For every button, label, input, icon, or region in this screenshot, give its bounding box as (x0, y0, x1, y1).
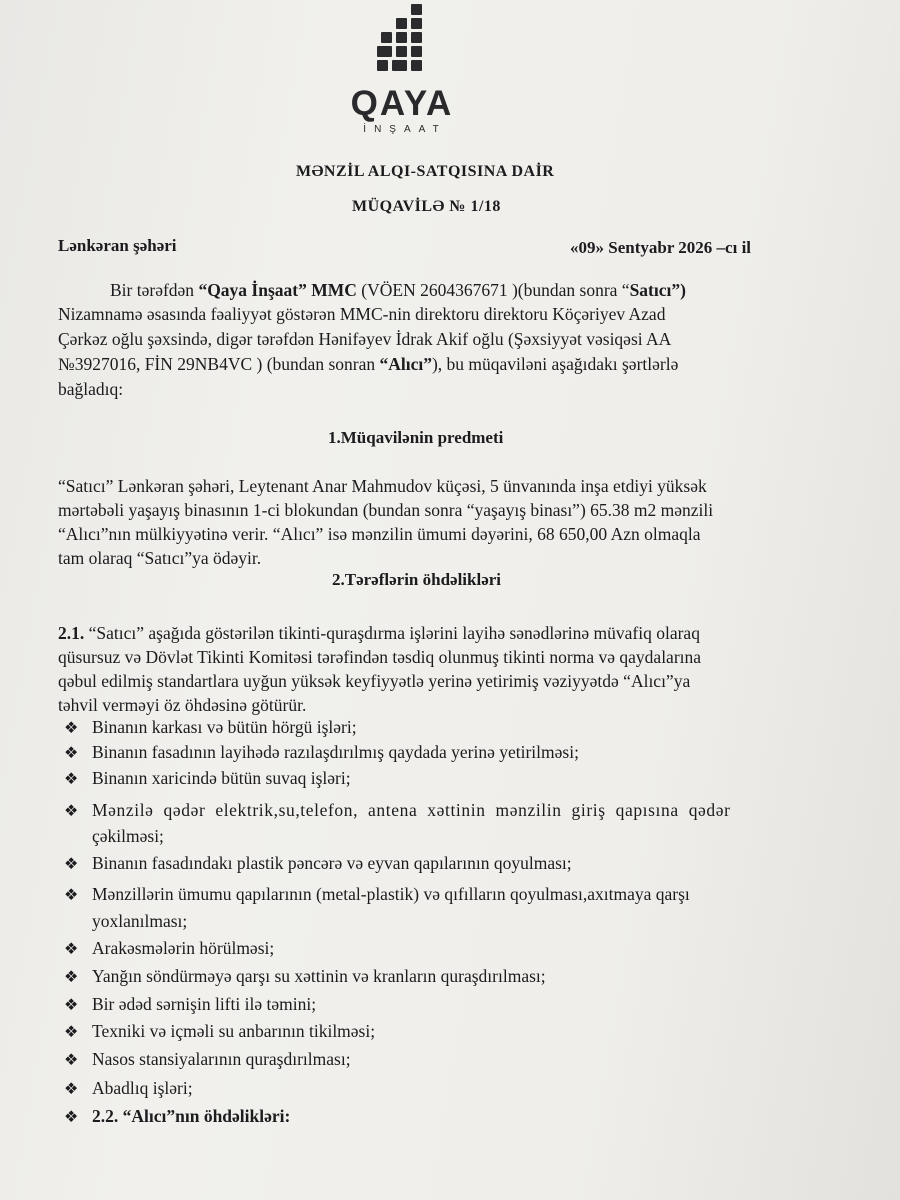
company-logo-subtitle: İNŞAAT (363, 124, 447, 135)
list-item (64, 741, 579, 764)
list-item-text: Abadlıq işləri; (92, 1078, 193, 1098)
list-item (64, 767, 351, 790)
list-item-text: Binanın xaricində bütün suvaq işləri; (92, 768, 351, 788)
list-item-continuation: çəkilməsi; (92, 826, 164, 846)
diamond-bullet-icon: ❖ (64, 1050, 79, 1069)
list-item-text: Binanın fasadının layihədə razılaşdırılmış qaydada yerinə yetirilməsi; (92, 742, 579, 762)
seller-company-name: “Qaya İnşaat” MMC (198, 280, 357, 300)
section-1-line: “Alıcı”nın mülkiyyətinə verir. “Alıcı” isə mənzilin ümumi dəyərini, 68 650,00 Azn olmaqla (58, 524, 701, 544)
list-item (64, 883, 690, 906)
clause-text: “Satıcı” aşağıda göstərilən tikinti-quraşdırma işlərini layihə sənədlərinə müvafiq olaraq (84, 623, 700, 643)
list-item-text: Binanın fasadındakı plastik pəncərə və eyvan qapılarının qoyulması; (92, 853, 572, 873)
list-item (64, 1048, 351, 1071)
section-1-heading: 1.Müqavilənin predmeti (328, 428, 504, 447)
list-item (64, 716, 357, 739)
diamond-bullet-icon: ❖ (64, 743, 79, 762)
intro-text: №3927016, FİN 29NB4VC ) (bundan sonran (58, 354, 380, 374)
section-1-line: mərtəbəli yaşayış binasının 1-ci blokundan (bundan sonra “yaşayış binası”) 65.38 m2 mənzili (58, 500, 714, 520)
buyer-obligations-heading: “Alıcı”nın öhdəlikləri: (118, 1106, 291, 1126)
company-logo-wordmark: QAYA (350, 84, 454, 123)
contract-date: «09» Sentyabr 2026 –cı il (570, 238, 752, 257)
section-1-line: tam olaraq “Satıcı”ya ödəyir. (58, 548, 262, 568)
diamond-bullet-icon: ❖ (64, 854, 79, 873)
list-item (64, 937, 274, 960)
section-1-line: “Satıcı” Lənkəran şəhəri, Leytenant Anar Mahmudov küçəsi, 5 ünvanında inşa etdiyi yüksək (58, 476, 707, 496)
list-item-text: Nasos stansiyalarının quraşdırılması; (92, 1049, 351, 1069)
list-item (64, 852, 572, 875)
clause-number: 2.2. (92, 1106, 119, 1126)
contract-number: MÜQAVİLƏ № 1/18 (352, 198, 501, 215)
intro-text: Bir tərəfdən (110, 280, 199, 300)
intro-line: bağladıq: (58, 379, 124, 399)
section-2-line: təhvil verməyi öz öhdəsinə götürür. (58, 695, 307, 715)
section-2-line (58, 622, 700, 644)
list-item-continuation: yoxlanılması; (92, 911, 188, 931)
list-item (64, 1020, 375, 1043)
clause-number: 2.1. (58, 623, 85, 643)
diamond-bullet-icon: ❖ (64, 1107, 79, 1126)
diamond-bullet-icon: ❖ (64, 995, 79, 1014)
section-2-line: qəbul edilmiş standartlara uyğun yüksək keyfiyyətlə yerinə yetirimiş vəziyyətdə “Alıcı”ya (58, 671, 691, 691)
document-title: MƏNZİL ALQI-SATQISINA DAİR (296, 163, 555, 180)
list-item-text: Yanğın söndürməyə qarşı su xəttinin və kranların quraşdırılması; (92, 966, 546, 986)
list-item (64, 1105, 290, 1128)
section-2-line: qüsursuz və Dövlət Tikinti Komitəsi tərəfindən təsdiq olunmuş tikinti norma və qaydalarına (58, 647, 702, 667)
intro-line: Nizamnamə əsasında fəaliyyət göstərən MMC-nin direktoru direktoru Köçəriyev Azad (58, 304, 666, 324)
seller-label: Satıcı”) (629, 280, 686, 300)
diamond-bullet-icon: ❖ (64, 1022, 79, 1041)
intro-line: Çərkəz oğlu şəxsində, digər tərəfdən Hənifəyev İdrak Akif oğlu (Şəxsiyyət vəsiqəsi AA (58, 329, 672, 349)
list-item-text: Bir ədəd sərnişin lifti ilə təmini; (92, 994, 317, 1014)
list-item (64, 993, 316, 1016)
diamond-bullet-icon: ❖ (64, 801, 79, 820)
intro-text: (VÖEN 2604367671 )(bundan sonra “ (356, 280, 630, 300)
buyer-label: “Alıcı” (379, 354, 432, 374)
list-item-text: Mənzillərin ümumu qapılarının (metal-plastik) və qıfılların qoyulması,axıtmaya qarşı (92, 884, 690, 904)
list-item-text: Arakəsmələrin hörülməsi; (92, 938, 275, 958)
intro-text: ), bu müqaviləni aşağıdakı şərtlərlə (431, 354, 679, 374)
section-2-heading: 2.Tərəflərin öhdəlikləri (332, 570, 502, 589)
diamond-bullet-icon: ❖ (64, 885, 79, 904)
intro-line (58, 353, 678, 375)
list-item-text: Texniki və içməli su anbarının tikilməsi; (92, 1021, 376, 1041)
diamond-bullet-icon: ❖ (64, 1079, 79, 1098)
list-item (64, 965, 546, 988)
diamond-bullet-icon: ❖ (64, 939, 79, 958)
contract-city: Lənkəran şəhəri (58, 236, 177, 255)
list-item (64, 799, 731, 822)
list-item-text: Mənzilə qədər elektrik,su,telefon, antena xəttinin mənzilin giriş qapısına qədər (92, 800, 731, 820)
list-item (64, 1077, 193, 1100)
intro-line (110, 279, 686, 301)
diamond-bullet-icon: ❖ (64, 718, 79, 737)
diamond-bullet-icon: ❖ (64, 769, 79, 788)
list-item-text: Binanın karkası və bütün hörgü işləri; (92, 717, 357, 737)
diamond-bullet-icon: ❖ (64, 967, 79, 986)
